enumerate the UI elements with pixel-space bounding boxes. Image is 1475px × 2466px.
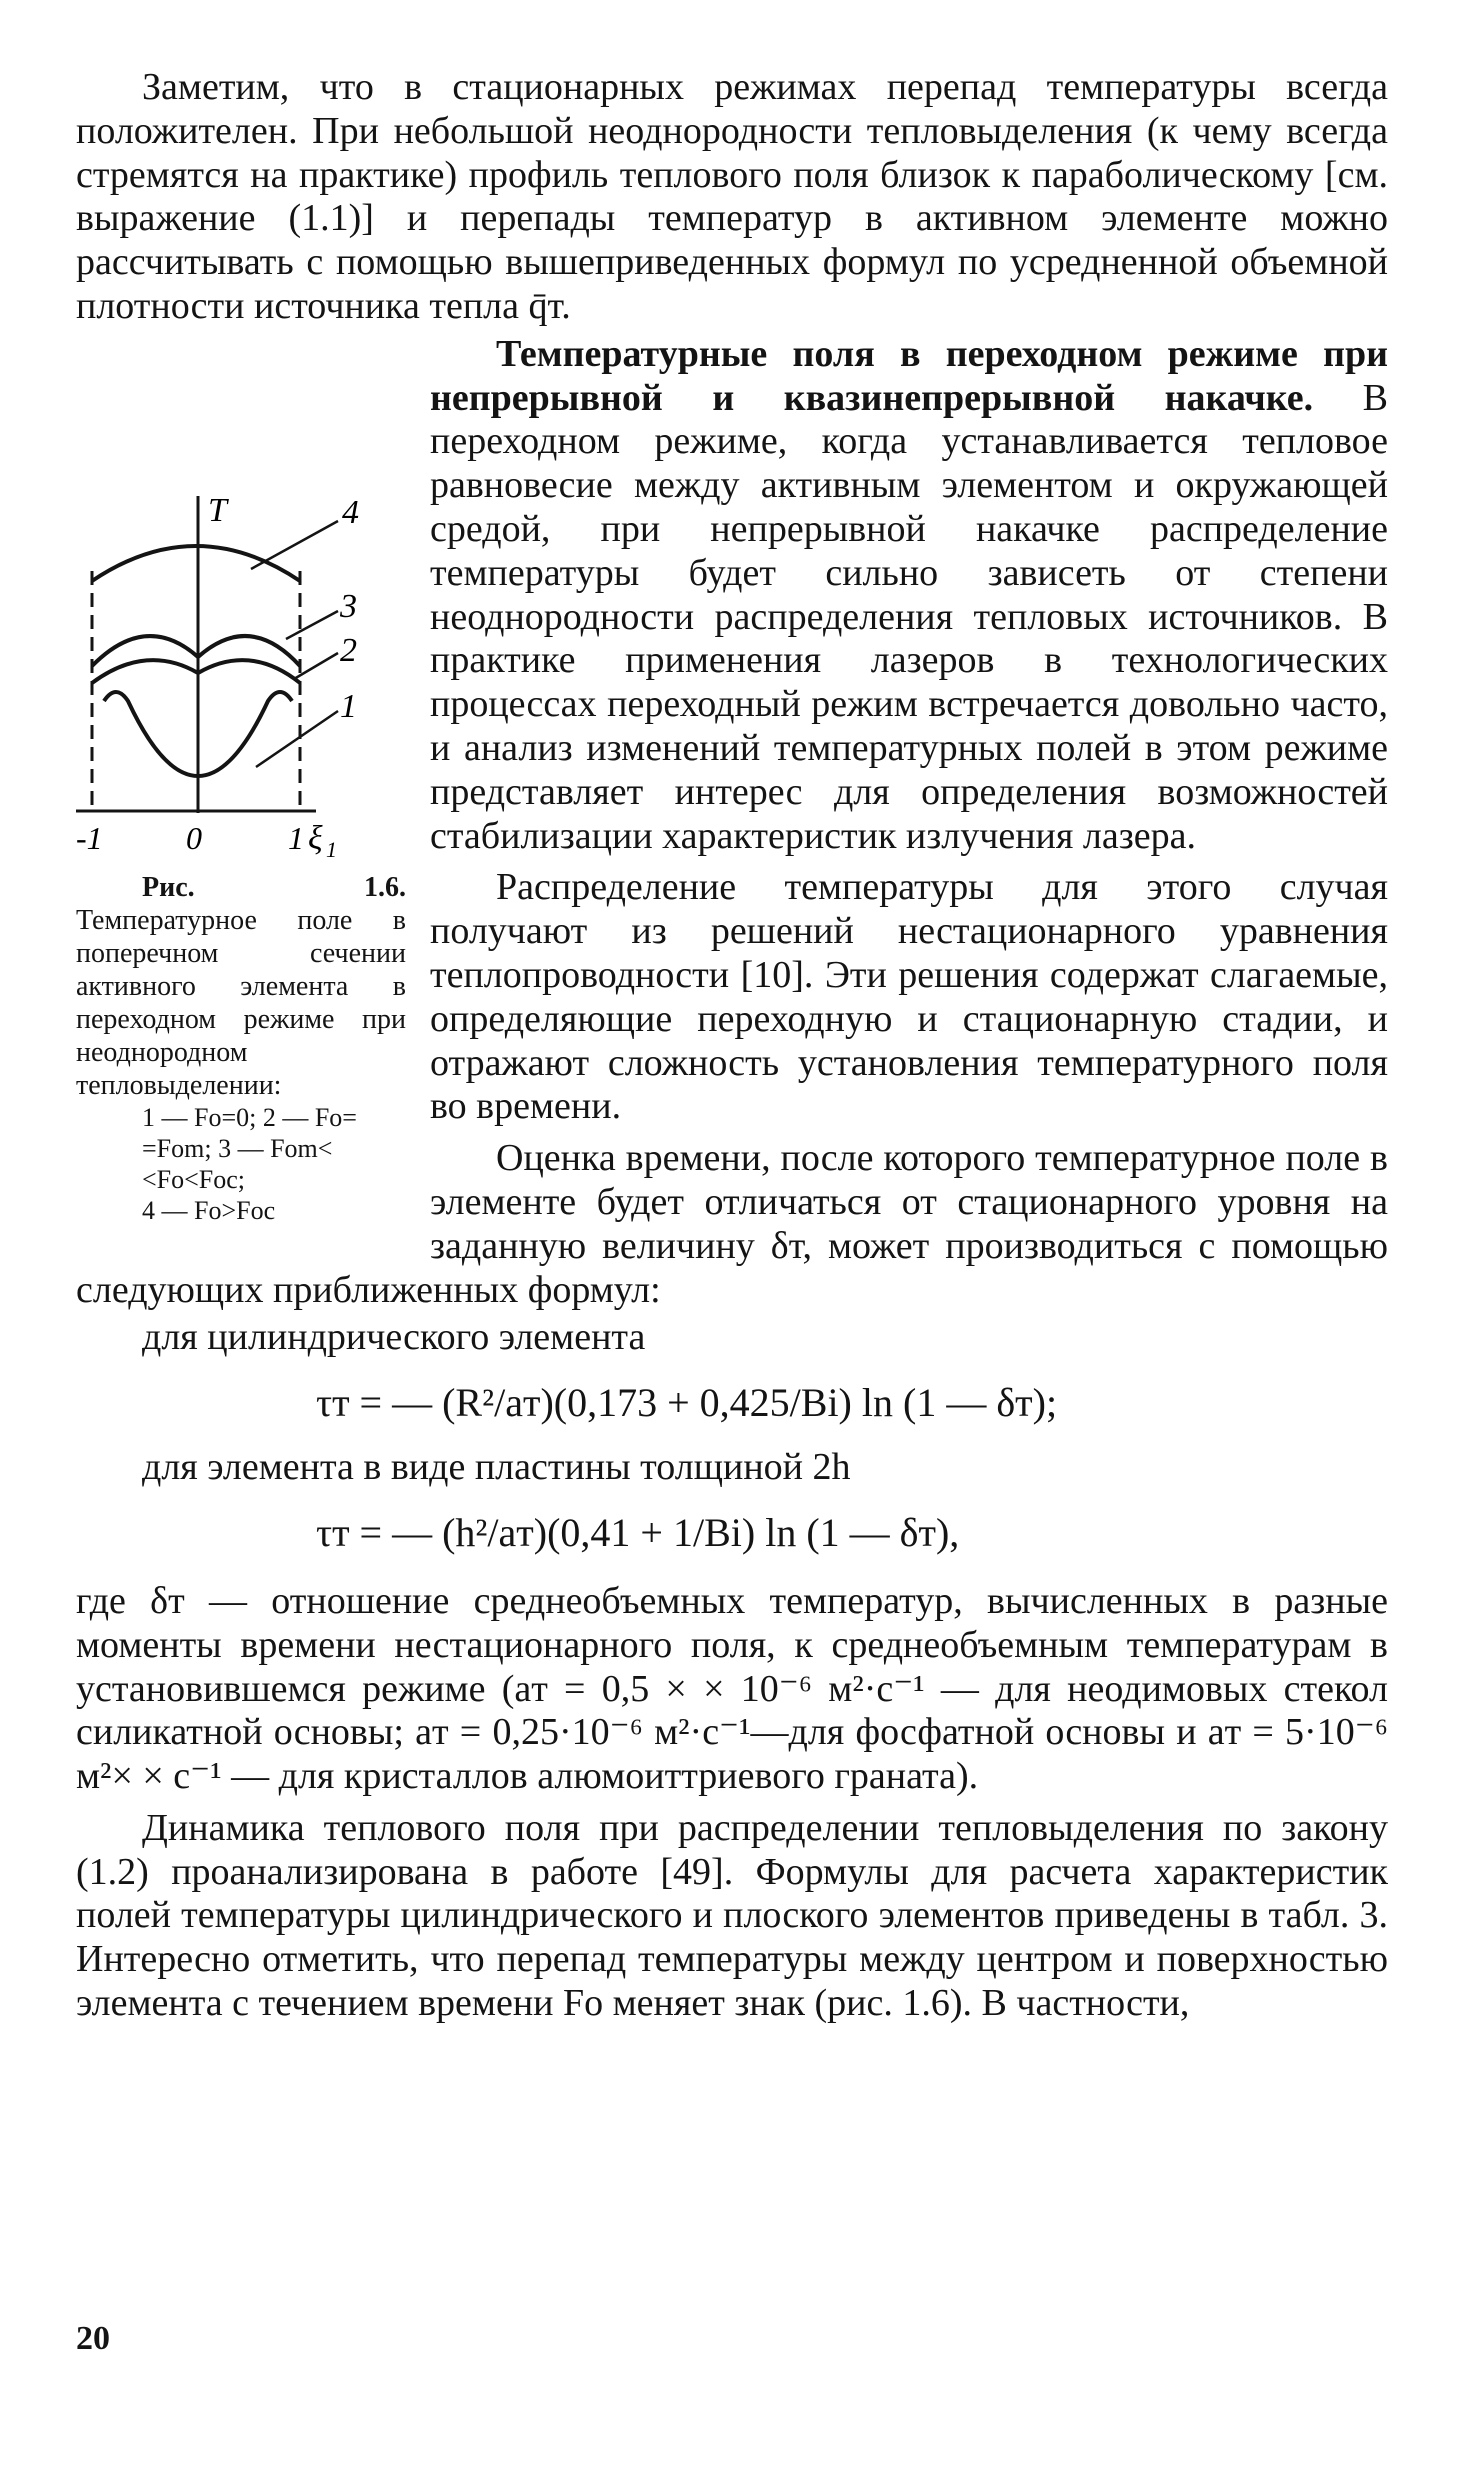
page-number: 20	[76, 2320, 110, 2357]
curve-label-4: 4	[342, 493, 359, 531]
curve-3	[92, 636, 300, 666]
caption-label: Рис. 1.6.	[142, 871, 406, 903]
text-column	[76, 66, 1388, 2026]
figure-caption	[76, 871, 406, 1226]
paragraph-4: Оценка времени, после которого температурное поле в элементе будет отличаться от стационарного уровня на заданную величину δт, может производиться с помощью следующих приближенных формул:	[76, 1137, 1388, 1311]
paragraph-1: Заметим, что в стационарных режимах перепад температуры всегда положителен. При небольшой неоднородности тепловыделения (к чему всегда стремятся на практике) профиль теплового поля близок к параболическому [см. выражение (1.1)] и перепады температур в активном элементе можно рассчитывать с помощью вышеприведенных формул по усредненной объемной плотности источника тепла q̄т.	[76, 66, 1388, 327]
caption-legend	[76, 1102, 406, 1226]
legend-line-3: <Fo<Foc;	[142, 1164, 246, 1194]
lead-plate: для элемента в виде пластины толщиной 2h	[142, 1446, 851, 1489]
legend-line-2: =Fom; 3 — Fom<	[142, 1133, 333, 1163]
paragraph-2-body-text: В переходном режиме, когда устанавливается тепловое равновесие между активным элементом и окружающей средой, при непрерывной накачке распределение температуры будет сильно зависеть от степени неоднородности распределения тепловых источников. В практике применения лазеров в технологических процессах переходный режим встречается довольно часто, и анализ изменений температурных полей в этом режиме представляет интерес для определения возможностей стабилизации характеристик излучения лазера.	[430, 376, 1388, 857]
curve-2	[92, 660, 300, 683]
legend-line-1: 1 — Fo=0; 2 — Fo=	[142, 1102, 357, 1132]
formula-cylinder: τт = — (R²/aт)(0,173 + 0,425/Bi) ln (1 — δт);	[316, 1380, 1058, 1426]
figure-1-6	[76, 421, 406, 1226]
paragraph-5: где δт — отношение среднеобъемных температур, вычисленных в разные моменты времени нестационарного поля, к среднеобъемным температурам в установившемся режиме (aт = 0,5 × × 10⁻⁶ м²·с⁻¹ — для неодимовых стекол силикатной основы; aт = 0,25·10⁻⁶ м²·с⁻¹—для фосфатной основы и aт = 5·10⁻⁶ м²× × с⁻¹ — для кристаллов алюмоиттриевого граната).	[76, 1579, 1388, 1798]
axis-label-xi-sub: 1	[326, 836, 337, 861]
curve-label-1: 1	[340, 687, 357, 725]
paragraph-6: Динамика теплового поля при распределении тепловыделения по закону (1.2) проанализирована в работе [49]. Формулы для расчета характеристик полей температуры цилиндрического и плоского элементов приведены в табл. 3. Интересно отметить, что перепад температуры между центром и поверхностью элемента с течением времени Fo меняет знак (рис. 1.6). В частности,	[76, 1806, 1388, 2025]
lead-cylinder: для цилиндрического элемента	[142, 1316, 646, 1359]
curve-label-3: 3	[340, 587, 357, 625]
axis-label-t: T	[208, 491, 227, 529]
tick-label-0: 0	[186, 819, 202, 856]
tick-label-1: 1	[288, 819, 304, 856]
curve-label-2: 2	[340, 631, 357, 669]
axis-label-xi: ξ	[308, 819, 323, 857]
curve-4	[92, 546, 300, 581]
section-heading: Температурные поля в переходном режиме при непрерывной и квазинепрерывной накачке.	[430, 332, 1388, 419]
caption-text: Температурное поле в поперечном сечении активного элемента в переходном режиме при неоднородном тепловыделении:	[76, 904, 406, 1101]
tick-label-minus-1: -1	[76, 819, 103, 856]
paragraph-3: Распределение температуры для этого случая получают из решений нестационарного уравнения теплопроводности [10]. Эти решения содержат слагаемые, определяющие переходную и стационарную стадии, и отражают сложность установления температурного поля во времени.	[430, 866, 1388, 1128]
legend-line-4: 4 — Fo>Foc	[142, 1195, 276, 1225]
formula-plate: τт = — (h²/aт)(0,41 + 1/Bi) ln (1 — δт),	[316, 1509, 960, 1555]
temperature-profile-chart	[76, 421, 406, 861]
